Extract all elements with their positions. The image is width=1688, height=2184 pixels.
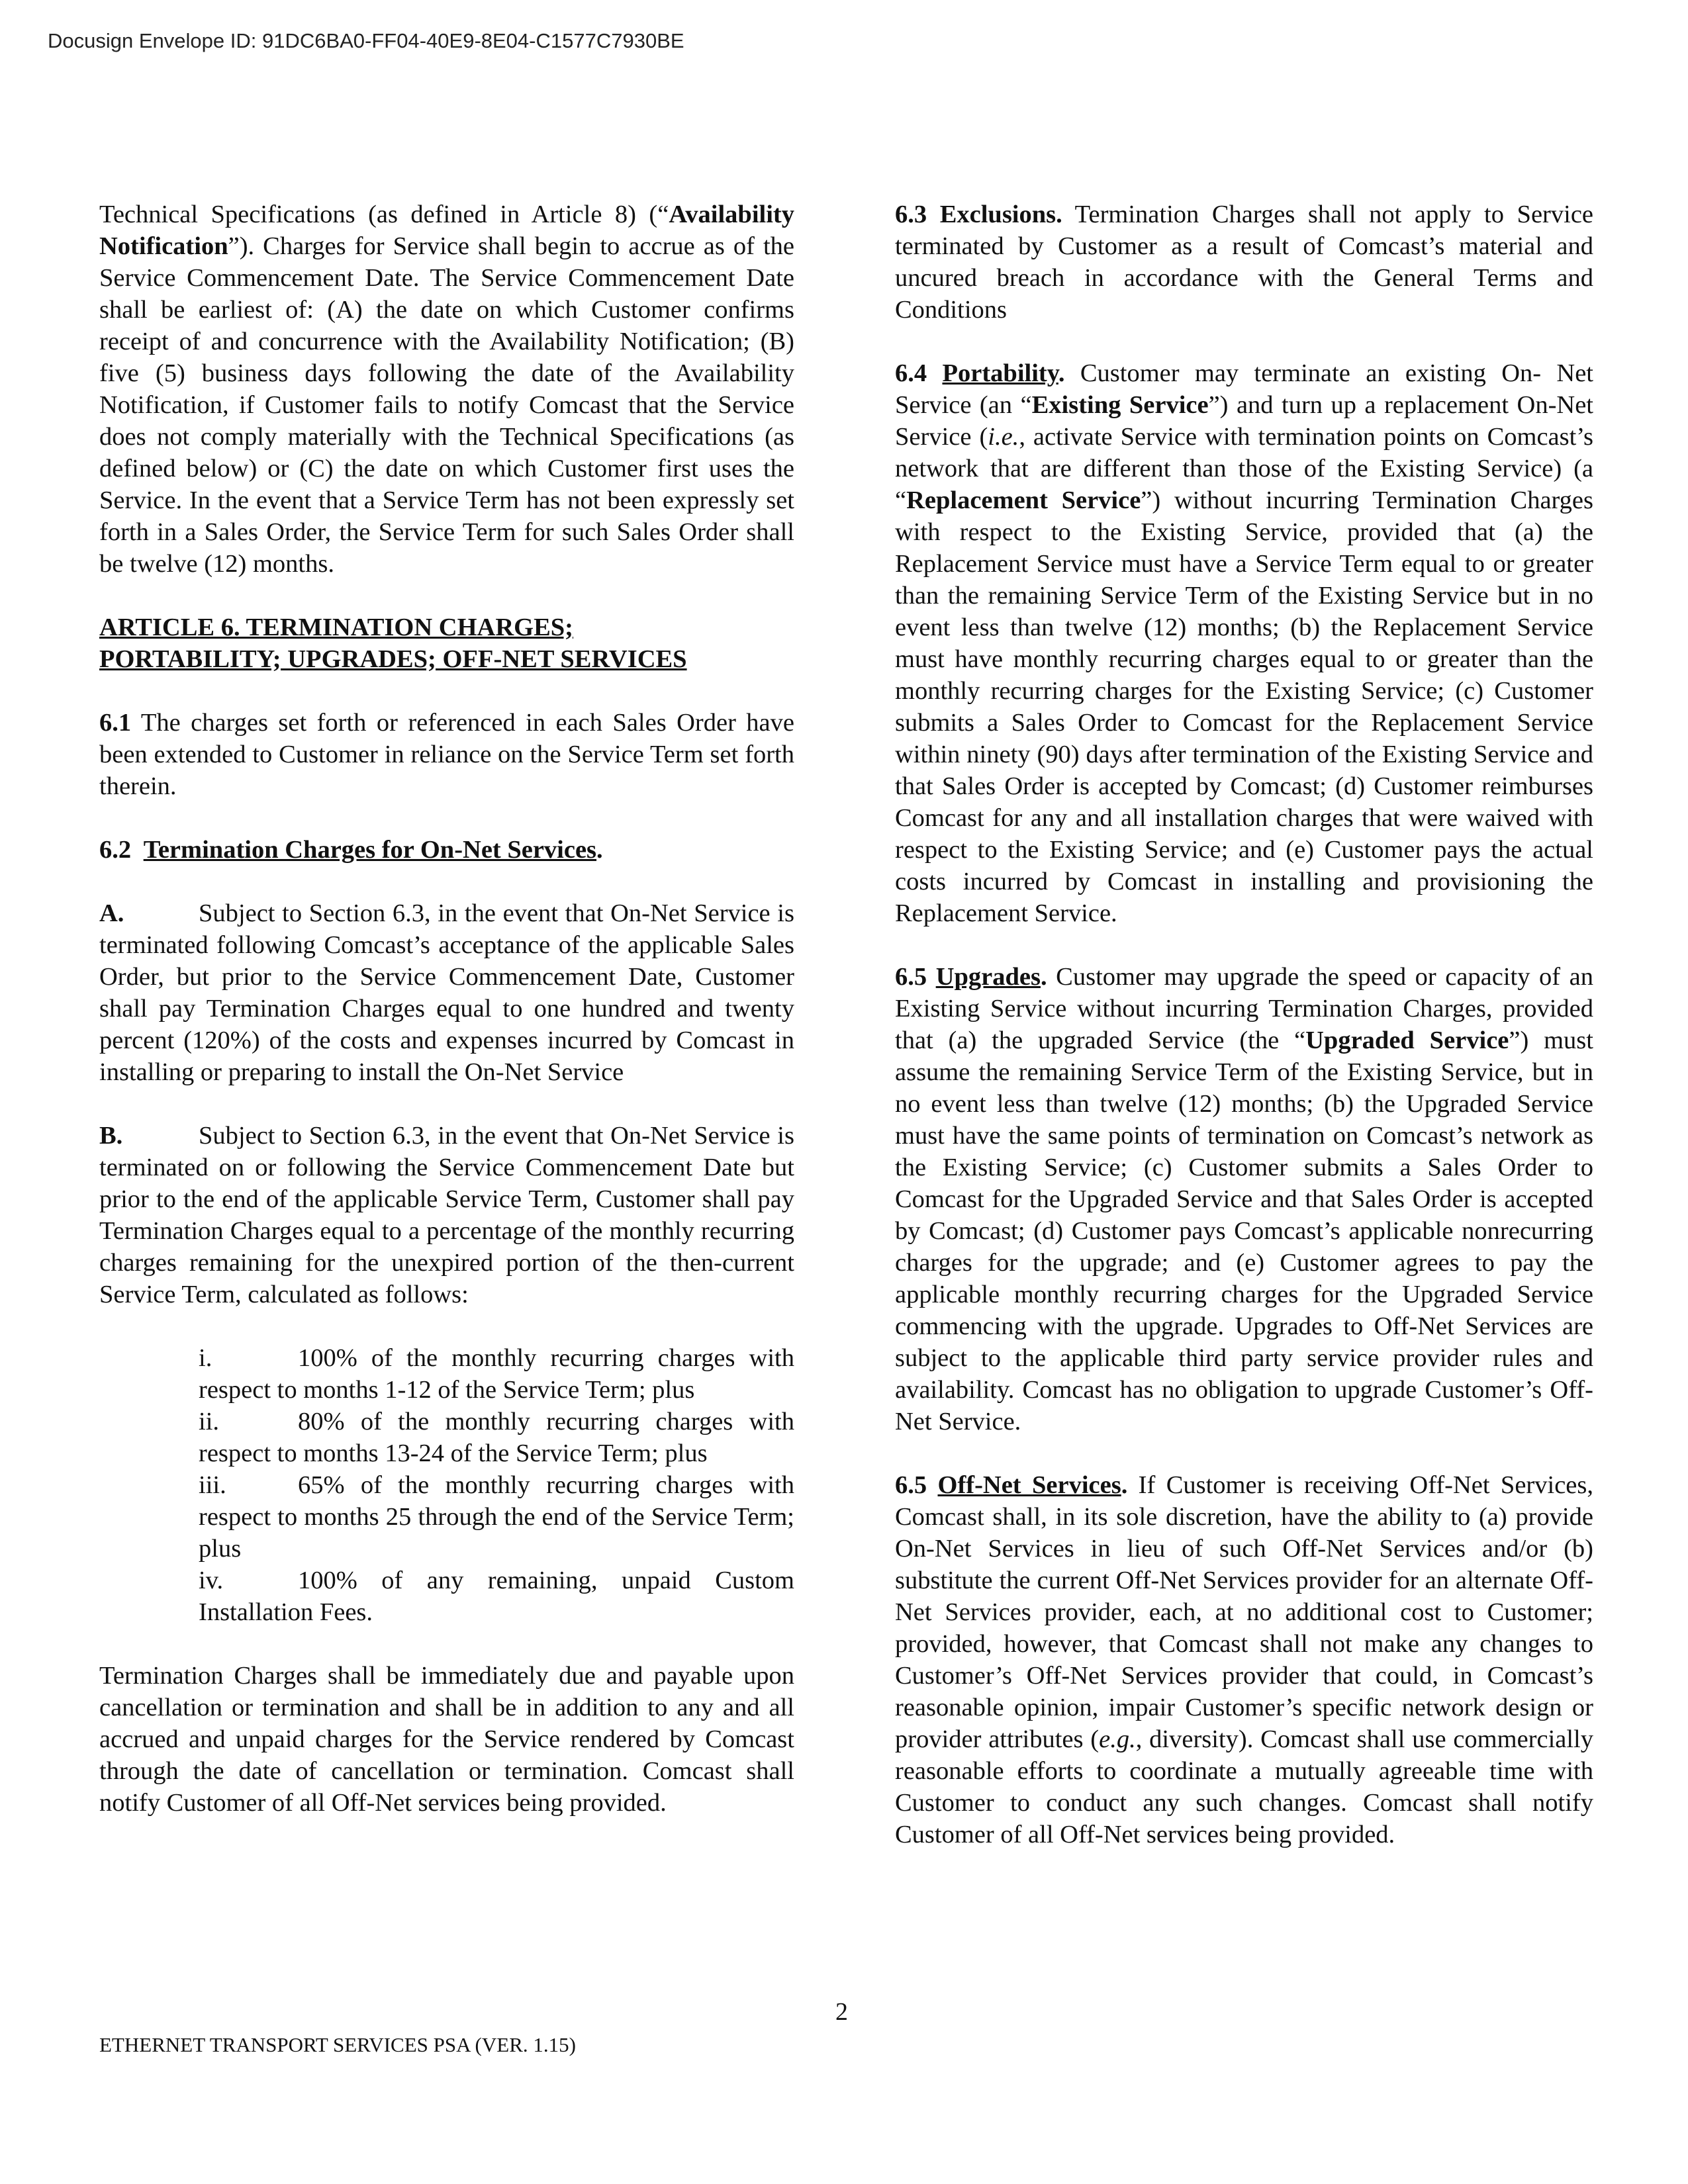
section-6-5-upgrades: 6.5 Upgrades. Customer may upgrade the speed or capacity of an Existing Service without incurring Termination Charges, provided that (a) the upgraded Service (the “Upgraded Service”) must assume the remaining Service Term of the Existing Service, but in no event less than twelve (12) months; (b) the Upgraded Service must have the same points of termination on Comcast’s network as the Existing Service; (c) Customer submits a Sales Order to Comcast for the Upgraded Service and that Sales Order is accepted by Comcast; (d) Customer pays Comcast’s applicable nonrecurring charges for the upgrade; and (e) Customer agrees to pay the applicable monthly recurring charges for the Upgraded Service commencing with the upgrade. Upgrades to Off-Net Services are subject to the applicable third party service provider rules and availability. Comcast has no obligation to upgrade Customer’s Off-Net Service. bbox=[895, 963, 1594, 1435]
left-column bbox=[99, 199, 794, 1850]
section-6-1: 6.1 The charges set forth or referenced in each Sales Order have been extended to Customer in reliance on the Service Term set forth therein. bbox=[99, 709, 794, 800]
list-item: iv. 100% of any remaining, unpaid Custom Installation Fees. bbox=[199, 1567, 794, 1626]
document-footer: ETHERNET TRANSPORT SERVICES PSA (VER. 1.15) bbox=[99, 2033, 576, 2056]
section-6-2-a: A. Subject to Section 6.3, in the event that On-Net Service is terminated following Comcast’s acceptance of the applicable Sales Order, but prior to the Service Commencement Date, Customer shall pay Termination Charges equal to one hundred and twenty percent (120%) of the costs and expenses incurred by Comcast in installing or preparing to install the On-Net Service bbox=[99, 899, 794, 1086]
section-6-3: 6.3 Exclusions. Termination Charges shall not apply to Service terminated by Customer as a result of Comcast’s material and uncured breach in accordance with the General Terms and Conditions bbox=[895, 201, 1594, 324]
list-item: iii. 65% of the monthly recurring charges with respect to months 25 through the end of the Service Term; plus bbox=[199, 1471, 794, 1563]
section-6-2-heading: 6.2 Termination Charges for On-Net Services. bbox=[99, 836, 603, 864]
envelope-id: Docusign Envelope ID: 91DC6BA0-FF04-40E9-8E04-C1577C7930BE bbox=[48, 29, 684, 52]
list-item: ii. 80% of the monthly recurring charges with respect to months 13-24 of the Service Term; plus bbox=[199, 1408, 794, 1467]
article-6-heading: ARTICLE 6. TERMINATION CHARGES; PORTABILITY; UPGRADES; OFF-NET SERVICES bbox=[99, 614, 687, 673]
closing-paragraph: Termination Charges shall be immediately due and payable upon cancellation or termination and shall be in addition to any and all accrued and unpaid charges for the Service rendered by Comcast through the date of cancellation or termination. Comcast shall notify Customer of all Off-Net services being provided. bbox=[99, 1662, 794, 1817]
page-number: 2 bbox=[835, 1998, 848, 2026]
intro-paragraph: Technical Specifications (as defined in Article 8) (“Availability Notification”). Charges for Service shall begin to accrue as of the Service Commencement Date. The Service Commencement Date shall be earliest of: (A) the date on which Customer confirms receipt of and concurrence with the Availability Notification; (B) five (5) business days following the date of the Availability Notification, if Customer fails to notify Comcast that the Service does not comply materially with the Technical Specifications (as defined below) or (C) the date on which Customer first uses the Service. In the event that a Service Term has not been expressly set forth in a Sales Order, the Service Term for such Sales Order shall be twelve (12) months. bbox=[99, 201, 794, 578]
section-6-2-b: B. Subject to Section 6.3, in the event that On-Net Service is terminated on or following the Service Commencement Date but prior to the end of the applicable Service Term, Customer shall pay Termination Charges equal to a percentage of the monthly recurring charges remaining for the unexpired portion of the then-current Service Term, calculated as follows: bbox=[99, 1122, 794, 1308]
section-6-5-off-net: 6.5 Off-Net Services. If Customer is receiving Off-Net Services, Comcast shall, in its sole discretion, have the ability to (a) provide On-Net Services in lieu of such Off-Net Services and/or (b) substitute the current Off-Net Services provider for an alternate Off-Net Services provider, each, at no additional cost to Customer; provided, however, that Comcast shall not make any changes to Customer’s Off-Net Services provider that could, in Comcast’s reasonable opinion, impair Customer’s specific network design or provider attributes (e.g., diversity). Comcast shall use commercially reasonable efforts to coordinate a mutually agreeable time with Customer to conduct any such changes. Comcast shall notify Customer of all Off-Net services being provided. bbox=[895, 1471, 1593, 1848]
list-item: i. 100% of the monthly recurring charges with respect to months 1-12 of the Service Term; plus bbox=[199, 1344, 794, 1404]
termination-percentage-list bbox=[199, 1342, 794, 1628]
right-column bbox=[895, 199, 1593, 1850]
section-6-4: 6.4 Portability. Customer may terminate an existing On- Net Service (an “Existing Service”) and turn up a replacement On-Net Service (i.e., activate Service with termination points on Comcast’s network that are different than those of the Existing Service) (a “Replacement Service”) without incurring Termination Charges with respect to the Existing Service, provided that (a) the Replacement Service must have a Service Term equal to or greater than the remaining Service Term of the Existing Service but in no event less than twelve (12) months; (b) the Replacement Service must have monthly recurring charges equal to or greater than the monthly recurring charges for the Existing Service; (c) Customer submits a Sales Order to Comcast for the Replacement Service within ninety (90) days after termination of the Existing Service and that Sales Order is accepted by Comcast; (d) Customer reimburses Comcast for any and all installation charges that were waived with respect to the Existing Service; and (e) Customer pays the actual costs incurred by Comcast in installing and provisioning the Replacement Service. bbox=[895, 359, 1594, 927]
